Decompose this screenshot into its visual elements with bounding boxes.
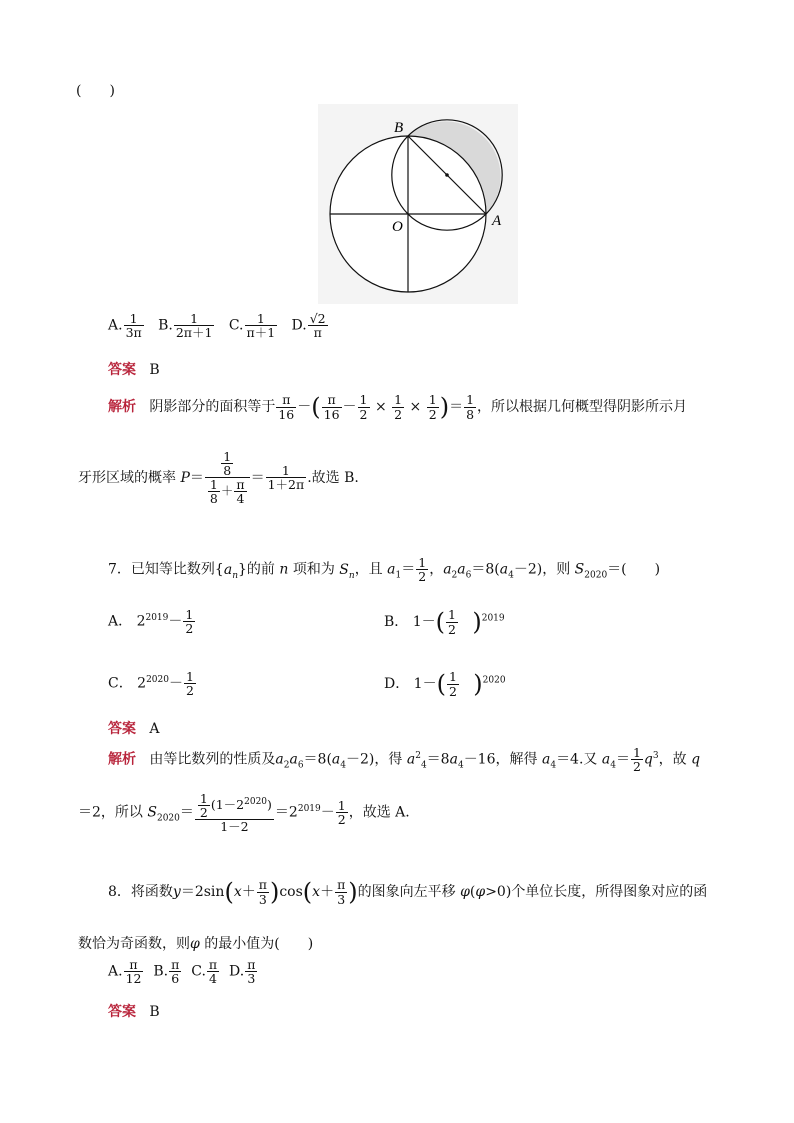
q7-analysis-text: ＝8 bbox=[426, 751, 450, 768]
q8-stem-line2: 数恰为奇函数，则φ 的最小值为( ) bbox=[78, 936, 314, 952]
q6-analysis-line1: 解析 阴影部分的面积等于 $\frac{\pi}{16}$ －( $\frac{\pi}{16}$ － $\frac{1}{2}$ × $\frac{1}{2}$ × $\frac{1}{2}$ )＝ $\frac{1}{8}$ ，所以根据几何概型得阴影所示月 bbox=[108, 392, 688, 422]
q7-option-c: C． $2^{2020}-$ $\frac{1}{2}$ bbox=[108, 669, 194, 699]
q6-frac: $\frac{1}{1+2\pi}$ bbox=[267, 463, 305, 493]
q7-stem-text: ，且 bbox=[354, 561, 383, 578]
q7-analysis-text: －2)，得 bbox=[346, 751, 403, 768]
q7-answer bbox=[108, 718, 159, 738]
q7-option-b: B． 1－( $\frac{1}{2}$ )$^{2019}$ bbox=[384, 607, 505, 637]
q7-analysis-text: ＝4.又 bbox=[556, 751, 598, 768]
q8-option-a-label: A. bbox=[108, 963, 123, 980]
q7-analysis-line2: ＝2，所以 $S_{2020}=$ $\frac{1}{2}$ $(1-2^{2020})$ 1－2 $=2^{2019}-$ $\frac{1}{2}$ ，故选 A. bbox=[78, 791, 410, 835]
q7-analysis-line1: 解析 由等比数列的性质及$a_2a_6=8(a_4-2)$，得 $a^2_4=8a_4-16$，解得 $a_4=4$.又 $a_4=$ $\frac{1}{2}$ $q^3$，故 q bbox=[108, 745, 701, 775]
q7-stem-text: ＝8( bbox=[471, 561, 500, 578]
q7-analysis-text: 由等比数列的性质及 bbox=[149, 751, 276, 768]
q6-frac: $\frac{1}{2}$ bbox=[359, 392, 368, 422]
q6-options bbox=[108, 312, 329, 339]
q6-analysis-label: 解析 bbox=[108, 399, 136, 415]
q7-stem-text: －2)，则 bbox=[513, 561, 571, 578]
q7-option-label: B． bbox=[384, 614, 409, 630]
q7-stem: 7．已知等比数列$\{a_n\}$的前 n 项和为 $S_n$，且 $a_1=$ $\frac{1}{2}$ ，$a_2a_6=8(a_4-2)$，则 $S_{2020}=$( ) bbox=[108, 555, 661, 585]
q6-option-c-label: C. bbox=[228, 317, 244, 334]
q8-stem-text: 个单位长度，所得图象对应的函 bbox=[511, 884, 708, 900]
q7-analysis-text: ＝2，所以 bbox=[78, 804, 143, 821]
q8-answer-value: B bbox=[149, 1004, 160, 1020]
q6-answer bbox=[108, 359, 160, 379]
q8-answer bbox=[108, 1001, 160, 1021]
q6-option-a-value: $\frac{1}{3\pi}$ bbox=[125, 311, 142, 341]
q8-options: A. $\frac{\pi}{12}$ B. $\frac{\pi}{6}$ C. $\frac{\pi}{4}$ D. $\frac{\pi}{3}$ bbox=[108, 957, 256, 987]
q6-frac: $\frac{\pi}{16}$ bbox=[278, 392, 295, 422]
q6-option-c-value: $\frac{1}{\pi+1}$ bbox=[246, 311, 276, 341]
label-a: A bbox=[492, 213, 502, 229]
q6-analysis-text2: ，所以根据几何概型得阴影所示月 bbox=[477, 399, 688, 415]
q7-analysis-label: 解析 bbox=[108, 751, 136, 768]
q7-stem-text: ， bbox=[429, 561, 444, 578]
q7-option-d: D． 1－( $\frac{1}{2}$ )$^{2020}$ bbox=[384, 669, 506, 699]
q8-option-b-label: B. bbox=[153, 963, 169, 980]
q6-option-b-label: B. bbox=[158, 317, 173, 334]
q8-stem-text: 的图象向左平移 bbox=[357, 884, 456, 900]
q7-analysis-text: －16，解得 bbox=[463, 751, 538, 768]
q6-analysis-text3: 牙形区域的概率 bbox=[78, 469, 176, 486]
q8-stem-line1: 8．将函数y＝2sin(x＋ $\frac{\pi}{3}$ )cos(x＋ $\frac{\pi}{3}$ )的图象向左平移 φ(φ>0)个单位长度，所得图象对应的函 bbox=[108, 877, 708, 907]
q6-analysis-text1: 阴影部分的面积等于 bbox=[149, 399, 276, 415]
q8-option-d-label: D. bbox=[229, 963, 245, 980]
q7-option-label: A． bbox=[108, 613, 133, 630]
q7-stem-text: 项和为 bbox=[292, 561, 335, 578]
q6-analysis-text4: .故选 B. bbox=[307, 469, 359, 486]
q7-option-label: D． bbox=[384, 676, 410, 692]
q7-analysis-text: ，故 bbox=[658, 751, 687, 768]
q7-stem-text: ＝( ) bbox=[607, 561, 661, 578]
q6-option-d-value: $\frac{√2}{\pi}$ bbox=[309, 311, 326, 341]
q8-stem-text: 的最小值为( ) bbox=[204, 936, 314, 952]
q6-frac: $\frac{1}{2}$ bbox=[394, 392, 403, 422]
label-o: O bbox=[392, 219, 403, 235]
q8-answer-label: 答案 bbox=[108, 1004, 136, 1020]
q7-option-label: C． bbox=[108, 675, 133, 692]
q6-option-a-label: A. bbox=[108, 317, 123, 334]
q8-option-c-label: C. bbox=[191, 963, 206, 980]
q6-frac: $\frac{1}{2}$ bbox=[428, 392, 437, 422]
q7-analysis-text: ，故选 A. bbox=[348, 804, 410, 821]
q7-answer-value: A bbox=[149, 721, 160, 737]
q6-option-d-label: D. bbox=[291, 317, 307, 334]
q7-option-a: A． $2^{2019}-$ $\frac{1}{2}$ bbox=[108, 607, 194, 637]
q6-blank-paren: ( ) bbox=[76, 83, 115, 99]
q6-analysis-line2: 牙形区域的概率 P＝ $\frac{1}{8}$ $\frac{1}{8}$ ＋ $\frac{\pi}{4}$ ＝ $\frac{1}{1+2\pi}$ .故选 B. bbox=[78, 449, 359, 507]
q7-answer-label: 答案 bbox=[108, 721, 136, 737]
q6-probability-frac: $\frac{1}{8}$ $\frac{1}{8}$ ＋ $\frac{\pi}{4}$ bbox=[205, 450, 250, 506]
geometry-figure bbox=[318, 104, 518, 304]
label-b: B bbox=[394, 120, 404, 136]
q7-analysis-text: ＝8( bbox=[303, 751, 332, 768]
q6-frac: $\frac{1}{8}$ bbox=[466, 392, 475, 422]
q7-stem-text: }的前 bbox=[237, 561, 275, 578]
q6-answer-label: 答案 bbox=[108, 362, 136, 378]
q6-frac: $\frac{\pi}{16}$ bbox=[323, 392, 340, 422]
small-circle-center bbox=[445, 173, 449, 177]
q8-stem-text: 数恰为奇函数，则 bbox=[78, 936, 190, 952]
q6-answer-value: B bbox=[149, 362, 160, 378]
q6-option-b-value: $\frac{1}{2\pi+1}$ bbox=[175, 311, 213, 341]
q8-stem-text: 8．将函数 bbox=[108, 884, 173, 900]
q7-stem-text: 7．已知等比数列{ bbox=[108, 561, 224, 578]
